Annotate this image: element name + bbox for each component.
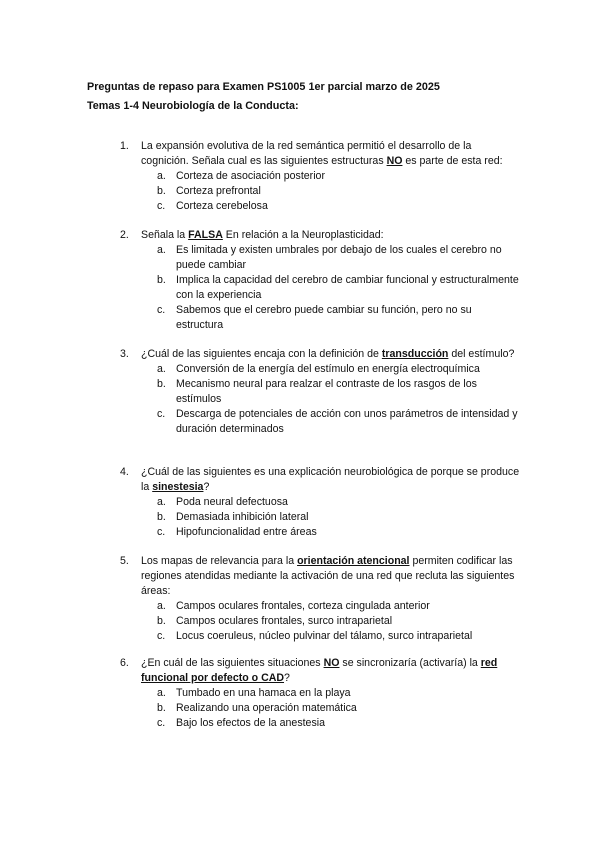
question-stem [141, 228, 520, 243]
question-3 [120, 347, 520, 437]
question-2 [120, 228, 520, 333]
option-letter: b. [157, 185, 166, 197]
option-c [157, 303, 520, 333]
question-number: 2. [120, 229, 129, 241]
stem-text: se sincronizaría (activaría) la [339, 657, 481, 669]
stem-text: ? [284, 672, 290, 684]
stem-keyword: orientación atencional [297, 555, 410, 567]
question-stem [141, 656, 520, 686]
option-text: Mecanismo neural para realzar el contraste de los rasgos de los estímulos [176, 378, 477, 405]
options-list [120, 599, 520, 644]
option-a [157, 599, 520, 614]
option-letter: a. [157, 170, 166, 182]
option-letter: a. [157, 244, 166, 256]
option-letter: c. [157, 200, 166, 212]
stem-keyword: FALSA [188, 229, 223, 241]
option-letter: b. [157, 615, 166, 627]
stem-keyword: NO [323, 657, 340, 669]
option-b [157, 614, 520, 629]
option-letter: c. [157, 526, 166, 538]
option-letter: b. [157, 702, 166, 714]
option-text: Corteza cerebelosa [176, 200, 268, 212]
option-b [157, 510, 520, 525]
stem-text: La expansión evolutiva de la red semántica permitió el desarrollo de la cognición. Señala cual es las siguientes estructuras [141, 140, 472, 167]
question-1 [120, 139, 520, 214]
option-text: Hipofuncionalidad entre áreas [176, 526, 317, 538]
option-text: Conversión de la energía del estímulo en energía electroquímica [176, 363, 480, 375]
option-letter: a. [157, 600, 166, 612]
option-text: Bajo los efectos de la anestesia [176, 717, 325, 729]
option-c [157, 525, 520, 540]
stem-text: es parte de esta red: [402, 155, 503, 167]
option-text: Implica la capacidad del cerebro de cambiar funcional y estructuralmente con la experiencia [176, 274, 519, 301]
option-letter: a. [157, 363, 166, 375]
option-text: Campos oculares frontales, surco intraparietal [176, 615, 393, 627]
stem-text: ¿En cuál de las siguientes situaciones [141, 657, 324, 669]
option-text: Descarga de potenciales de acción con unos parámetros de intensidad y duración determinados [176, 408, 518, 435]
stem-text: En relación a la Neuroplasticidad: [222, 229, 384, 241]
question-stem [141, 139, 520, 169]
option-text: Corteza de asociación posterior [176, 170, 325, 182]
options-list [120, 169, 520, 214]
stem-keyword: sinestesia [152, 481, 204, 493]
option-letter: a. [157, 496, 166, 508]
option-letter: b. [157, 378, 166, 390]
option-b [157, 377, 520, 407]
option-text: Tumbado en una hamaca en la playa [176, 687, 351, 699]
document-title: Preguntas de repaso para Examen PS1005 1er parcial marzo de 2025 [87, 81, 440, 93]
option-c [157, 629, 520, 644]
question-number: 3. [120, 348, 129, 360]
option-letter: a. [157, 687, 166, 699]
option-a [157, 169, 520, 184]
question-6 [120, 656, 520, 731]
stem-text: Los mapas de relevancia para la [141, 555, 298, 567]
option-b [157, 273, 520, 303]
stem-text: ¿Cuál de las siguientes es una explicación neurobiológica de porque se produce la [141, 466, 520, 493]
option-text: Poda neural defectuosa [176, 496, 288, 508]
option-b [157, 701, 520, 716]
options-list [120, 243, 520, 333]
option-c [157, 407, 520, 437]
option-letter: c. [157, 630, 166, 642]
option-letter: b. [157, 274, 166, 286]
option-a [157, 495, 520, 510]
options-list [120, 495, 520, 540]
stem-text: Señala la [141, 229, 189, 241]
option-text: Realizando una operación matemática [176, 702, 357, 714]
stem-keyword: transducción [381, 348, 449, 360]
question-stem [141, 347, 520, 362]
question-stem [141, 554, 520, 599]
options-list [120, 686, 520, 731]
stem-text: ? [203, 481, 210, 493]
question-number: 1. [120, 140, 129, 152]
question-4 [120, 465, 520, 540]
option-a [157, 243, 520, 273]
stem-text: ¿Cuál de las siguientes encaja con la definición de [141, 348, 382, 360]
option-text: Sabemos que el cerebro puede cambiar su función, pero no su estructura [176, 304, 472, 331]
option-a [157, 686, 520, 701]
option-c [157, 716, 520, 731]
question-number: 5. [120, 555, 129, 567]
question-number: 6. [120, 657, 129, 669]
option-text: Locus coeruleus, núcleo pulvinar del tálamo, surco intraparietal [176, 630, 473, 642]
document-subtitle: Temas 1-4 Neurobiología de la Conducta: [87, 100, 299, 112]
stem-text: permiten codificar las regiones atendidas mediante la activación de una red que recluta las siguientes áreas: [141, 555, 515, 597]
question-5 [120, 554, 520, 644]
stem-keyword: red funcional por defecto o CAD [141, 657, 498, 684]
option-letter: c. [157, 717, 166, 729]
option-c [157, 199, 520, 214]
option-letter: c. [157, 408, 166, 420]
options-list [120, 362, 520, 437]
option-text: Es limitada y existen umbrales por debajo de los cuales el cerebro no puede cambiar [176, 244, 502, 271]
option-b [157, 184, 520, 199]
option-text: Corteza prefrontal [176, 185, 261, 197]
option-a [157, 362, 520, 377]
question-stem [141, 465, 520, 495]
option-text: Demasiada inhibición lateral [176, 511, 309, 523]
stem-text: del estímulo? [448, 348, 515, 360]
option-letter: b. [157, 511, 166, 523]
stem-keyword: NO [386, 155, 403, 167]
question-number: 4. [120, 466, 129, 478]
option-text: Campos oculares frontales, corteza cingulada anterior [176, 600, 430, 612]
option-letter: c. [157, 304, 166, 316]
